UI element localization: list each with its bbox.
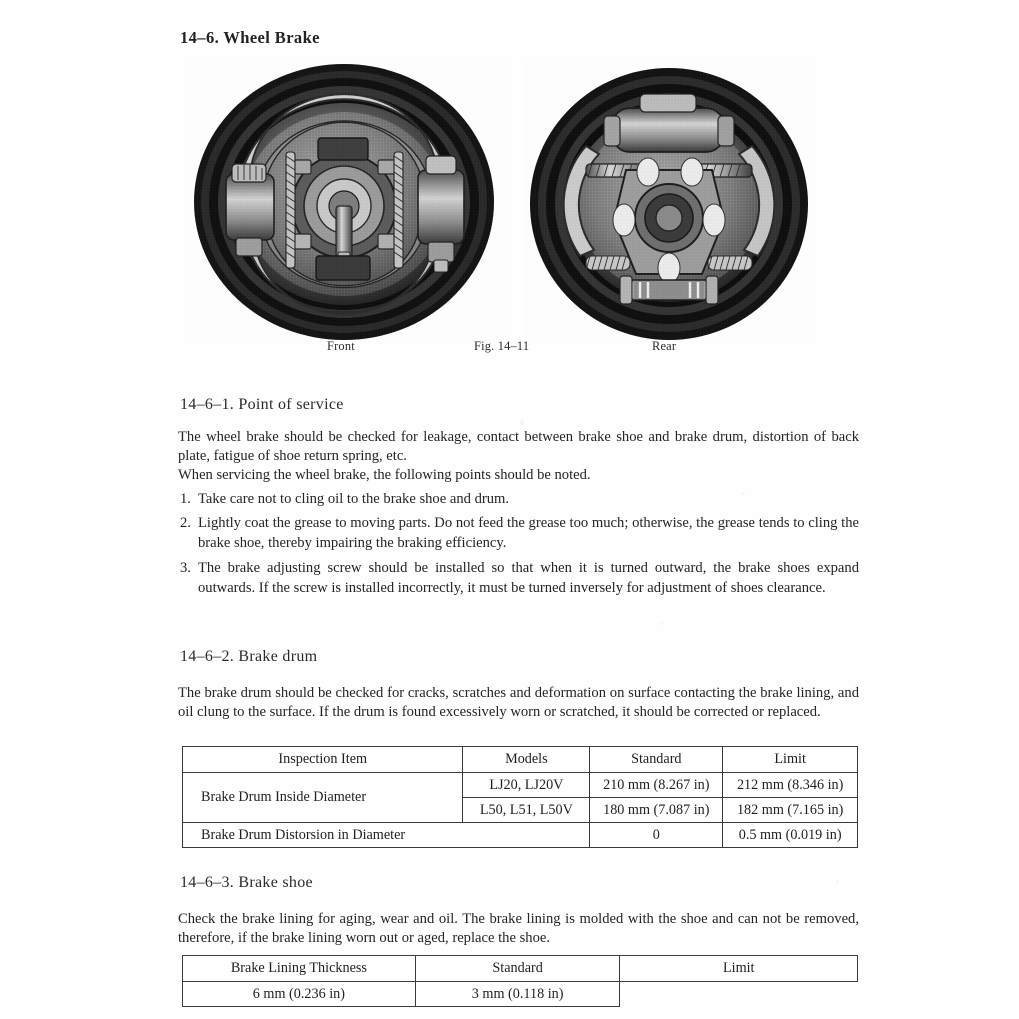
brake-shoe-paragraph: Check the brake lining for aging, wear and oil. The brake lining is molded with the shoe and can not be removed, therefore, if the brake lining worn out or aged, replace the shoe. [178, 911, 859, 947]
list-text-3: The brake adjusting screw should be installed so that when it is turned outward, the brake shoes expand outwards. If the screw is installed incorrectly, it must be turned inversely for adjustment of shoes clearance. [198, 560, 859, 596]
page-title: 14–6. Wheel Brake [180, 28, 320, 47]
list-text-2: Lightly coat the grease to moving parts. Do not feed the grease too much; otherwise, the grease tends to cling the brake shoe, thereby impairing the braking efficiency. [198, 515, 859, 551]
cell-standard-distorsion: 0 [590, 823, 723, 848]
brake-lining-spec-table [182, 955, 858, 1007]
table-row [183, 773, 858, 798]
col-header-standard: Standard [590, 747, 723, 773]
service-list-item-2 [180, 514, 859, 553]
col-header-standard-lining: Standard [415, 956, 620, 982]
cell-limit-l50: 182 mm (7.165 in) [723, 798, 858, 823]
service-list-item-3 [180, 559, 859, 598]
col-header-inspection-item: Inspection Item [183, 747, 463, 773]
cell-limit-lining-value: 3 mm (0.118 in) [415, 982, 620, 1007]
cell-limit-distorsion: 0.5 mm (0.019 in) [723, 823, 858, 848]
scan-speckle [520, 420, 524, 425]
point-of-service-intro: The wheel brake should be checked for leakage, contact between brake shoe and brake drum, distortion of back plate, fatigue of shoe return spring, etc. [178, 429, 859, 465]
cell-standard-l50: 180 mm (7.087 in) [590, 798, 723, 823]
heading-point-of-service: 14–6–1. Point of service [180, 396, 344, 413]
table-header-row [183, 747, 858, 773]
cell-models-lj20: LJ20, LJ20V [463, 773, 590, 798]
col-header-models: Models [463, 747, 590, 773]
heading-brake-drum: 14–6–2. Brake drum [180, 648, 318, 665]
table-row [183, 982, 858, 1007]
table-row [183, 823, 858, 848]
figure-caption-center: Fig. 14–11 [474, 339, 530, 353]
brake-drum-spec-table [182, 746, 858, 848]
scan-speckle [836, 880, 839, 884]
list-number-2: 2. [180, 515, 191, 531]
figure-caption-rear: Rear [652, 339, 677, 353]
figure-caption-front: Front [327, 339, 355, 353]
front-brake-photo [186, 56, 506, 344]
list-text-1: Take care not to cling oil to the brake shoe and drum. [198, 491, 510, 507]
cell-standard-lj20: 210 mm (8.267 in) [590, 773, 723, 798]
cell-limit-lj20: 212 mm (8.346 in) [723, 773, 858, 798]
table-header-row [183, 956, 858, 982]
col-header-limit-lining: Limit [620, 956, 858, 982]
brake-drum-paragraph: The brake drum should be checked for cracks, scratches and deformation on surface contacting the brake lining, and oil clung to the surface. If the drum is found excessively worn or scratched, it should be corrected or replaced. [178, 685, 859, 721]
service-list-item-1 [180, 490, 859, 510]
cell-brake-lining-thickness-label: Brake Lining Thickness [183, 956, 416, 982]
cell-models-l50: L50, L51, L50V [463, 798, 590, 823]
cell-inspection-item-distorsion: Brake Drum Distorsion in Diameter [183, 823, 590, 848]
list-number-3: 3. [180, 560, 191, 576]
scan-speckle [660, 622, 663, 625]
list-number-1: 1. [180, 491, 191, 507]
cell-standard-lining-value: 6 mm (0.236 in) [183, 982, 416, 1007]
rear-brake-photo [524, 60, 814, 344]
col-header-limit: Limit [723, 747, 858, 773]
point-of-service-intro-2: When servicing the wheel brake, the following points should be noted. [178, 467, 591, 483]
cell-inspection-item-drum-diameter: Brake Drum Inside Diameter [183, 773, 463, 823]
heading-brake-shoe: 14–6–3. Brake shoe [180, 874, 313, 891]
